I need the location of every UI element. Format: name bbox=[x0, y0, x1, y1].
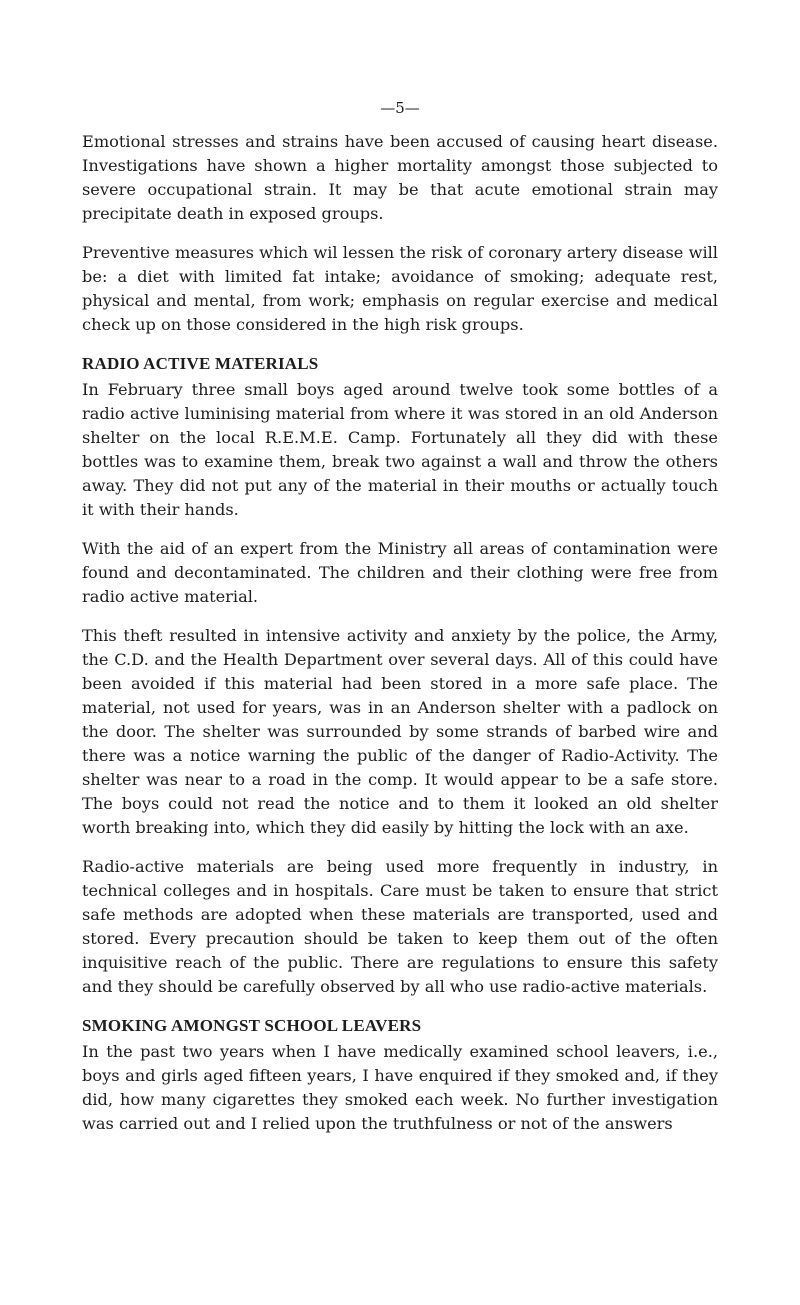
intro-paragraph-2: Preventive measures which wil lessen the risk of coronary artery disease will be: a diet with limited fat intake; avoidance of smoking; adequate rest, physical and mental, from work; emphasis on regular exercise and medical check up on those considered in the high risk groups. bbox=[82, 243, 718, 334]
section-paragraph: In February three small boys aged around twelve took some bottles of a radio active luminising material from where it was stored in an old Anderson shelter on the local R.E.M.E. Camp. Fortunately all they did with these bottles was to examine them, break two against a wall and throw the others away. They did not put any of the material in their mouths or actually touch it with their hands. bbox=[82, 380, 718, 519]
section-heading: SMOKING AMONGST SCHOOL LEAVERS bbox=[82, 1016, 422, 1035]
section-smoking-amongst-school-leavers bbox=[82, 1014, 718, 1136]
section-paragraph: This theft resulted in intensive activity and anxiety by the police, the Army, the C.D. and the Health Department over several days. All of this could have been avoided if this material had been stored in a more safe place. The material, not used for years, was in an Anderson shelter with a padlock on the door. The shelter was surrounded by some strands of barbed wire and there was a notice warning the public of the danger of Radio-Activity. The shelter was near to a road in the comp. It would appear to be a safe store. The boys could not read the notice and to them it looked an old shelter worth breaking into, which they did easily by hitting the lock with an axe. bbox=[82, 626, 718, 837]
section-paragraph: With the aid of an expert from the Ministry all areas of contamination were found and decontaminated. The children and their clothing were free from radio active material. bbox=[82, 539, 718, 606]
intro-paragraph-1: Emotional stresses and strains have been accused of causing heart disease. Investigations have shown a higher mortality amongst those subjected to severe occupational strain. It may be that acute emotional strain may precipitate death in exposed groups. bbox=[82, 132, 718, 223]
section-heading: RADIO ACTIVE MATERIALS bbox=[82, 354, 319, 373]
section-paragraph: In the past two years when I have medically examined school leavers, i.e., boys and girls aged fifteen years, I have enquired if they smoked and, if they did, how many cigarettes they smoked each week. No further investigation was carried out and I relied upon the truthfulness or not of the answers bbox=[82, 1042, 718, 1133]
section-radio-active-materials bbox=[82, 352, 718, 999]
page-number: —5— bbox=[380, 99, 420, 117]
document-page bbox=[82, 98, 718, 1151]
section-paragraph: Radio-active materials are being used more frequently in industry, in technical colleges and in hospitals. Care must be taken to ensure that strict safe methods are adopted when these materials are transported, used and stored. Every precaution should be taken to keep them out of the often inquisitive reach of the public. There are regulations to ensure this safety and they should be carefully observed by all who use radio-active materials. bbox=[82, 857, 718, 996]
